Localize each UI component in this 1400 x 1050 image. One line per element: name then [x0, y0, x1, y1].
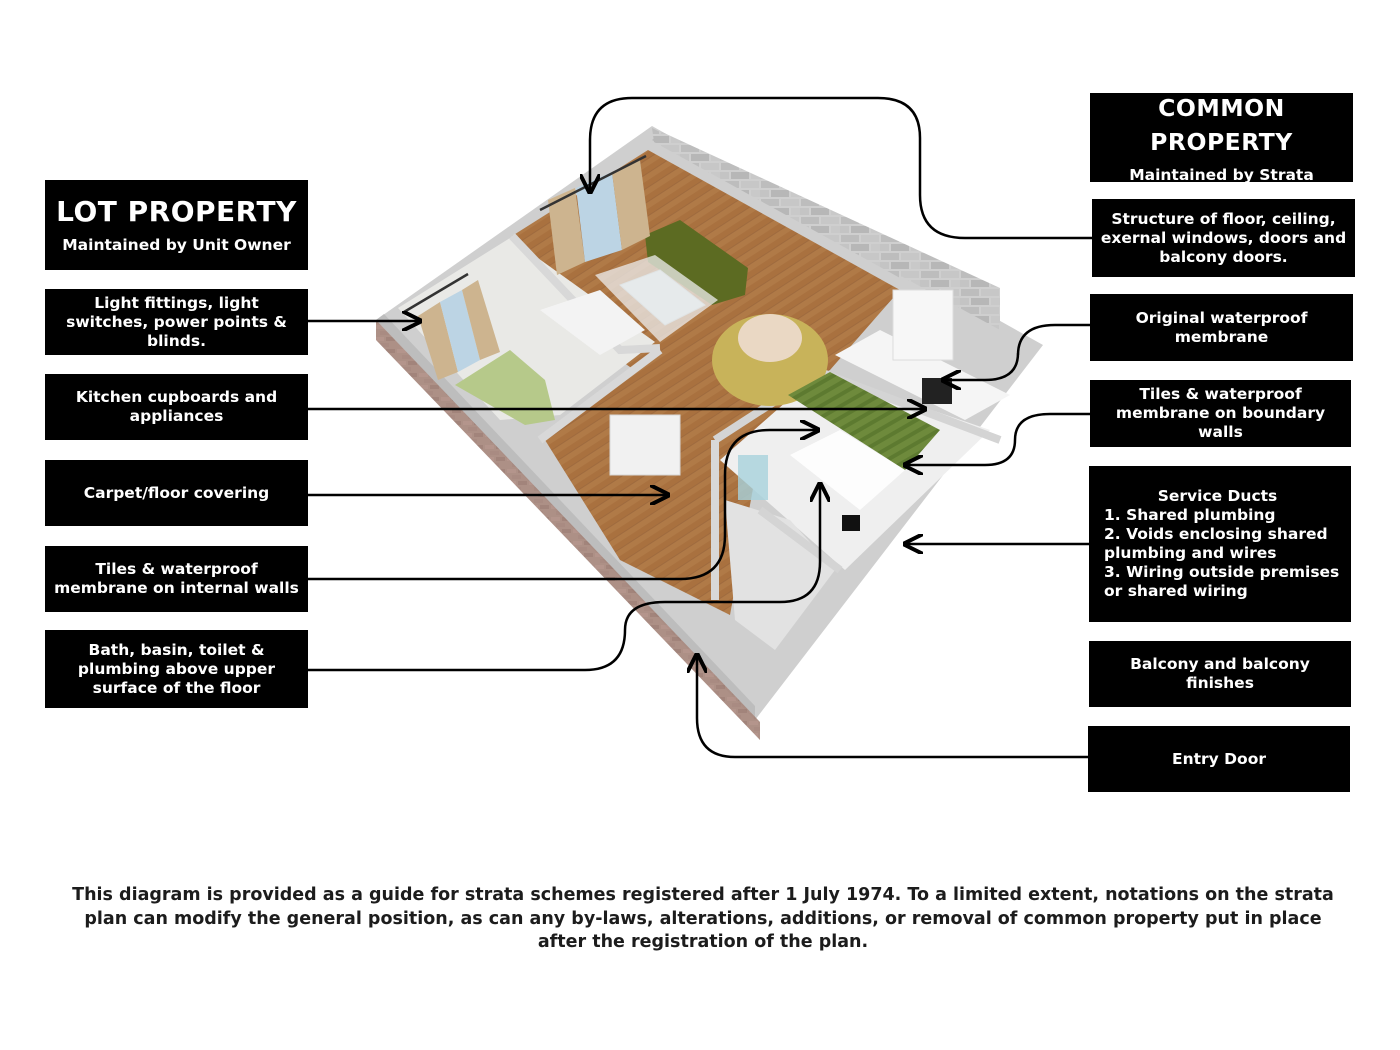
common-property-title: COMMON PROPERTY	[1150, 93, 1293, 156]
dining-table	[738, 314, 802, 362]
service-ducts-line-3: 3. Wiring outside premises or shared wiring	[1104, 563, 1340, 600]
wardrobe	[610, 415, 680, 475]
lot-item-kitchen: Kitchen cupboards and appliances	[45, 374, 308, 440]
common-item-boundary-tiles: Tiles & waterproof membrane on boundary walls	[1090, 380, 1351, 447]
fridge	[893, 290, 953, 360]
common-property-header	[1090, 93, 1353, 182]
bin	[842, 515, 860, 531]
common-item-structure: Structure of floor, ceiling, exernal windows, doors and balcony doors.	[1092, 199, 1355, 277]
footnote: This diagram is provided as a guide for strata schemes registered after 1 July 1974. To a limited extent, notations on the strata plan can modify the general position, as can any by-laws, alterations, additions, or removal of common property put in place after the registration of the plan.	[72, 885, 1334, 952]
service-ducts-title: Service Ducts	[1157, 487, 1278, 505]
lot-property-header	[45, 180, 308, 270]
lot-item-light-fittings: Light fittings, light switches, power points & blinds.	[45, 289, 308, 355]
common-item-service-ducts	[1089, 466, 1351, 622]
lot-item-floor-covering: Carpet/floor covering	[45, 460, 308, 526]
service-ducts-line-1: 1. Shared plumbing	[1104, 506, 1276, 524]
shower-screen	[738, 455, 768, 500]
lot-property-subtitle: Maintained by Unit Owner	[62, 236, 291, 254]
lot-item-bath: Bath, basin, toilet & plumbing above upper surface of the floor	[45, 630, 308, 708]
common-item-entry-door: Entry Door	[1088, 726, 1350, 792]
common-item-balcony: Balcony and balcony finishes	[1089, 641, 1351, 707]
cooktop	[922, 378, 952, 404]
lot-property-title: LOT PROPERTY	[56, 195, 297, 228]
common-property-subtitle: Maintained by Strata	[1129, 165, 1314, 184]
lot-item-internal-tiles: Tiles & waterproof membrane on internal walls	[45, 546, 308, 612]
service-ducts-line-2: 2. Voids enclosing shared plumbing and wires	[1104, 525, 1328, 562]
common-item-waterproof-membrane: Original waterproof membrane	[1090, 294, 1353, 361]
